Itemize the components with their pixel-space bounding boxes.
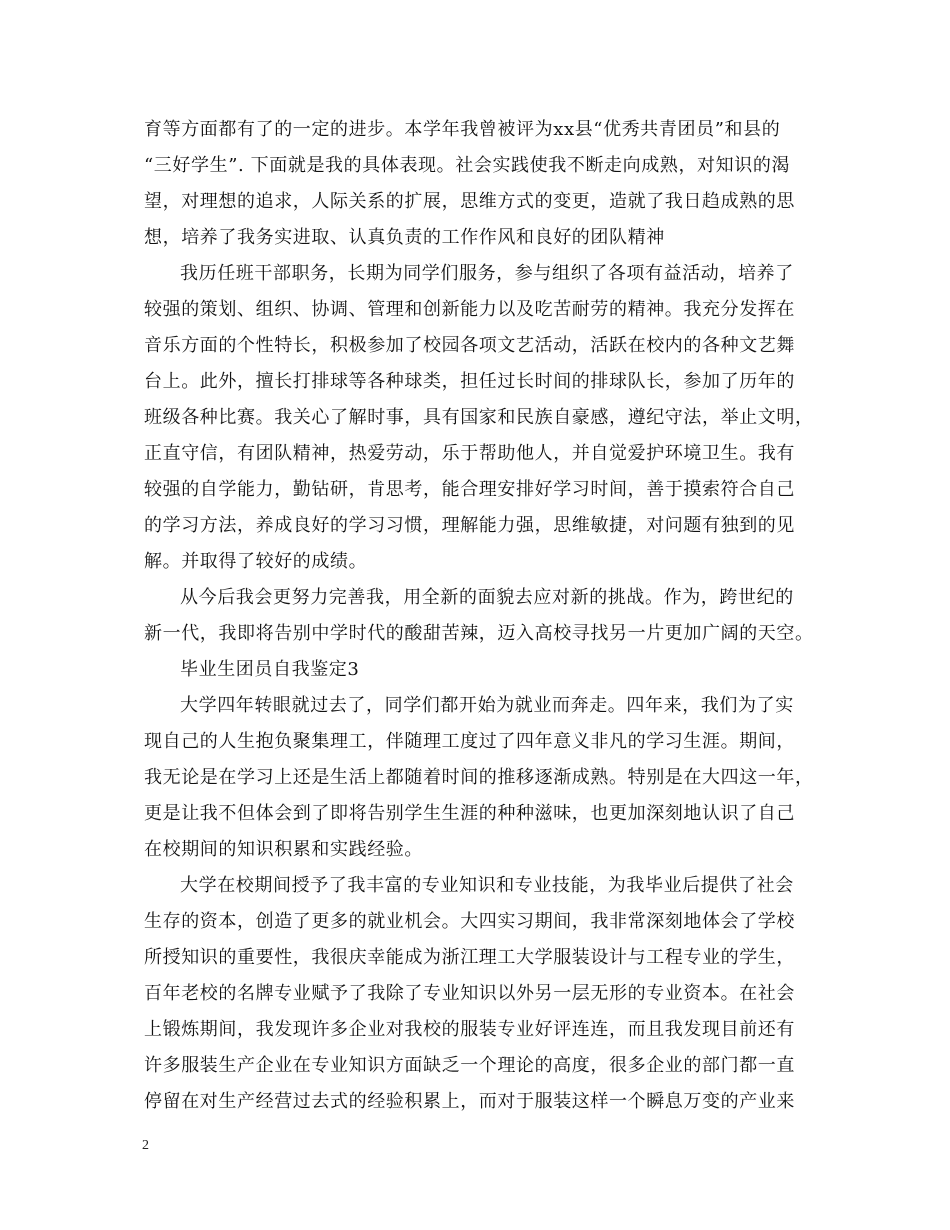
- text-line: 百年老校的名牌专业赋予了我除了专业知识以外另一层无形的专业资本。在社会: [144, 983, 795, 1004]
- text-line: 的学习方法，养成良好的学习习惯，理解能力强，思维敏捷，对问题有独到的见: [144, 515, 795, 536]
- text-line: 我无论是在学习上还是生活上都随着时间的推移逐渐成熟。特别是在大四这一年，: [144, 767, 814, 788]
- text-line: 上锻炼期间，我发现许多企业对我校的服装专业好评连连，而且我发现目前还有: [144, 1019, 795, 1040]
- text-line: 台上。此外，擅长打排球等各种球类，担任过长时间的排球队长，参加了历年的: [144, 371, 795, 392]
- text-line: 正直守信，有团队精神，热爱劳动，乐于帮助他人，并自觉爱护环境卫生。我有: [144, 443, 795, 464]
- text-line: 望，对理想的追求，人际关系的扩展，思维方式的变更，造就了我日趋成熟的思: [144, 191, 795, 212]
- text-line: 大学在校期间授予了我丰富的专业知识和专业技能，为我毕业后提供了社会: [180, 875, 794, 896]
- paragraph: [144, 868, 814, 1120]
- paragraph: [144, 112, 814, 256]
- text-line: 大学四年转眼就过去了，同学们都开始为就业而奔走。四年来，我们为了实: [180, 695, 794, 716]
- text-line: 许多服装生产企业在专业知识方面缺乏一个理论的高度，很多企业的部门都一直: [144, 1055, 795, 1076]
- text-line: 所授知识的重要性，我很庆幸能成为浙江理工大学服装设计与工程专业的学生，: [144, 947, 795, 968]
- text-line: 音乐方面的个性特长，积极参加了校园各项文艺活动，活跃在校内的各种文艺舞: [144, 335, 795, 356]
- body-text: [144, 112, 814, 1120]
- paragraph: [144, 256, 814, 580]
- text-line: 解。并取得了较好的成绩。: [144, 551, 368, 572]
- text-line: 停留在对生产经营过去式的经验积累上，而对于服装这样一个瞬息万变的产业来: [144, 1091, 795, 1112]
- text-line: 毕业生团员自我鉴定3: [180, 659, 360, 680]
- text-line: 生存的资本，创造了更多的就业机会。大四实习期间，我非常深刻地体会了学校: [144, 911, 795, 932]
- text-line: “三好学生”. 下面就是我的具体表现。社会实践使我不断走向成熟，对知识的渴: [144, 155, 791, 176]
- text-line: 想，培养了我务实进取、认真负责的工作作风和良好的团队精神: [144, 227, 665, 248]
- paragraph: [144, 652, 814, 688]
- text-line: 育等方面都有了的一定的进步。本学年我曾被评为xx县“优秀共青团员”和县的: [144, 119, 781, 140]
- text-line: 现自己的人生抱负聚集理工，伴随理工度过了四年意义非凡的学习生涯。期间，: [144, 731, 795, 752]
- text-line: 较强的自学能力，勤钻研，肯思考，能合理安排好学习时间，善于摸索符合自己: [144, 479, 795, 500]
- paragraph: [144, 688, 814, 868]
- paragraph: [144, 580, 814, 652]
- text-line: 我历任班干部职务，长期为同学们服务，参与组织了各项有益活动，培养了: [180, 263, 794, 284]
- text-line: 较强的策划、组织、协调、管理和创新能力以及吃苦耐劳的精神。我充分发挥在: [144, 299, 795, 320]
- text-line: 从今后我会更努力完善我，用全新的面貌去应对新的挑战。作为，跨世纪的: [180, 587, 794, 608]
- page-number: 2: [142, 1138, 149, 1153]
- document-page: [144, 112, 814, 1120]
- text-line: 新一代，我即将告别中学时代的酸甜苦辣，迈入高校寻找另一片更加广阔的天空。: [144, 623, 814, 644]
- text-line: 班级各种比赛。我关心了解时事，具有国家和民族自豪感，遵纪守法，举止文明，: [144, 407, 814, 428]
- text-line: 更是让我不但体会到了即将告别学生生涯的种种滋味，也更加深刻地认识了自己: [144, 803, 795, 824]
- text-line: 在校期间的知识积累和实践经验。: [144, 839, 423, 860]
